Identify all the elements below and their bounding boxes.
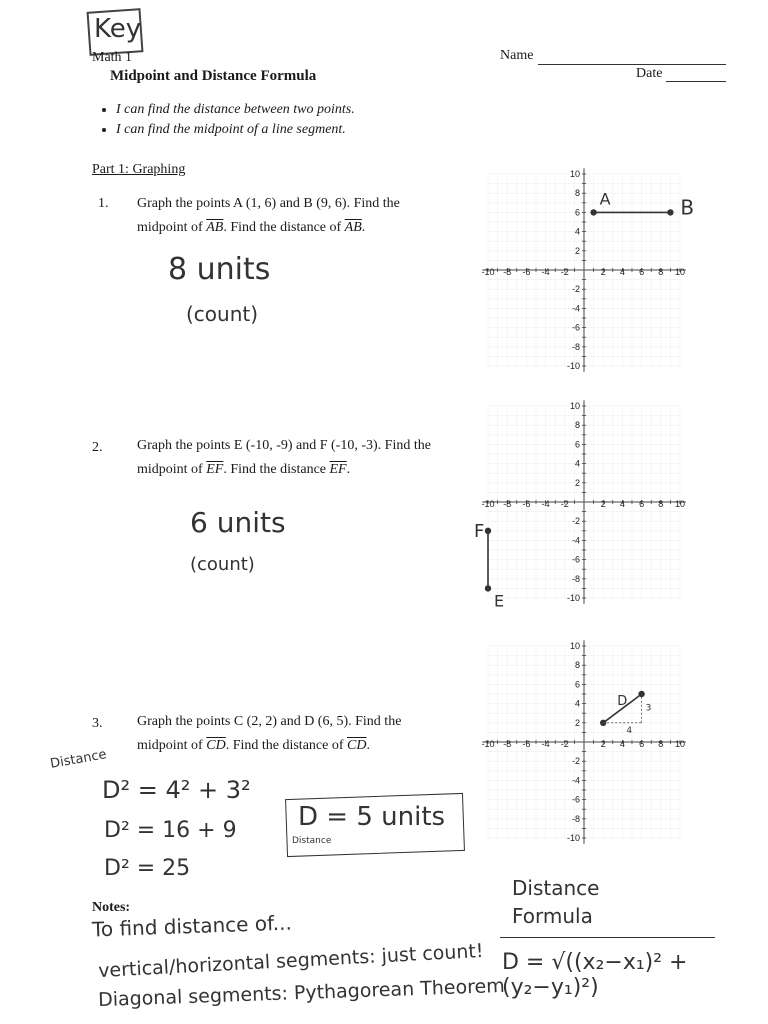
point-label: F [474, 520, 485, 542]
handwritten-work-line: D² = 25 [104, 856, 191, 881]
x-tick-label: -2 [560, 267, 569, 277]
point-label: E [494, 591, 505, 611]
date-label: Date [636, 66, 663, 81]
notes-label: Notes: [92, 900, 131, 915]
y-tick-label: -8 [571, 813, 580, 824]
x-tick-label: -2 [560, 499, 569, 509]
x-tick-label: -6 [522, 499, 531, 509]
coordinate-grid-3 [478, 630, 690, 850]
x-tick-label: -4 [541, 739, 550, 749]
x-tick-label: 4 [619, 499, 625, 509]
course-label: Math 1 [92, 50, 133, 65]
handwritten-work-line: D² = 16 + 9 [104, 818, 237, 843]
question-text-part: . [361, 220, 366, 235]
question-number: 3. [92, 716, 103, 731]
objective-item: • I can find the midpoint of a line segment. [116, 120, 355, 140]
y-tick-label: -8 [571, 573, 580, 584]
plotted-point [667, 209, 673, 215]
x-tick-label: 2 [600, 499, 606, 509]
objective-item: • I can find the distance between two points. [116, 100, 355, 120]
x-tick-label: 4 [619, 739, 625, 749]
coordinate-grid-1 [478, 158, 695, 378]
part-heading: Part 1: Graphing [92, 162, 186, 177]
objectives-list [96, 100, 355, 140]
y-tick-label: -6 [571, 322, 580, 333]
x-tick-label: 2 [600, 267, 606, 277]
formula-divider [500, 937, 715, 938]
x-tick-label: -8 [503, 499, 512, 509]
x-tick-label: -2 [560, 739, 569, 749]
plotted-point [485, 585, 491, 591]
y-tick-label: 2 [574, 245, 580, 256]
question-text-line: Graph the points C (2, 2) and D (6, 5). Find the [137, 714, 402, 729]
handwritten-note-line: Diagonal segments: Pythagorean Theorem [97, 974, 506, 1012]
y-tick-label: 10 [569, 169, 580, 179]
y-tick-label: -10 [566, 593, 580, 603]
formula-title: Distance [512, 876, 600, 900]
key-stamp-text: Key [94, 14, 142, 44]
question-text-part: . Find the distance [223, 462, 330, 477]
segment-label: $\overline{AB}$ [344, 220, 362, 235]
page-title: Midpoint and Distance Formula [110, 68, 317, 84]
plotted-point [590, 209, 596, 215]
formula-title: Formula [512, 904, 593, 928]
boxed-answer-sub: Distance [292, 836, 332, 846]
y-tick-label: -2 [571, 756, 580, 767]
y-tick-label: -2 [571, 284, 580, 295]
x-tick-label: 8 [658, 267, 664, 277]
plotted-point [485, 528, 491, 534]
y-tick-label: 10 [569, 401, 580, 411]
y-tick-label: -2 [571, 516, 580, 527]
handwritten-work-label: Distance [49, 747, 108, 772]
segment-label: $\overline{EF}$ [206, 462, 224, 477]
y-tick-label: -4 [571, 535, 580, 546]
y-tick-label: 8 [574, 188, 580, 199]
segment-label: $\overline{AB}$ [206, 220, 224, 235]
point-label: D [617, 693, 628, 709]
distance-formula: D = √((x₂−x₁)² + (y₂−y₁)²) [502, 950, 688, 1000]
question-text [137, 434, 477, 482]
x-tick-label: 10 [674, 739, 686, 749]
handwritten-note-line: vertical/horizontal segments: just count! [97, 939, 484, 983]
segment-label: $\overline{CD}$ [347, 738, 367, 753]
handwritten-note-line: To find distance of... [91, 910, 293, 942]
y-tick-label: -4 [571, 303, 580, 314]
name-field-line [538, 64, 726, 65]
y-tick-label: 6 [574, 439, 580, 450]
y-tick-label: -8 [571, 341, 580, 352]
handwritten-note: (count) [186, 302, 259, 326]
y-tick-label: -10 [566, 833, 580, 843]
x-tick-label: 8 [658, 739, 664, 749]
point-label: B [680, 195, 695, 220]
y-tick-label: 8 [574, 420, 580, 431]
x-tick-label: -8 [503, 739, 512, 749]
name-label: Name [500, 48, 534, 63]
x-tick-label: 10 [674, 267, 686, 277]
x-tick-label: -6 [522, 267, 531, 277]
y-tick-label: -4 [571, 775, 580, 786]
handwritten-answer: 6 units [190, 506, 286, 539]
y-tick-label: 6 [574, 207, 580, 218]
handwritten-work-line: D² = 4² + 3² [102, 776, 251, 804]
question-number: 1. [98, 196, 109, 211]
y-tick-label: 4 [574, 698, 580, 709]
y-tick-label: 10 [569, 641, 580, 651]
date-field-line [666, 81, 726, 82]
x-tick-label: -8 [503, 267, 512, 277]
x-tick-label: 6 [639, 267, 645, 277]
x-tick-label: -10 [481, 267, 495, 277]
question-text-part: midpoint of [137, 738, 207, 753]
x-tick-label: 10 [674, 499, 686, 509]
x-tick-label: 6 [639, 499, 645, 509]
y-tick-label: -6 [571, 554, 580, 565]
y-tick-label: 4 [574, 226, 580, 237]
x-tick-label: 2 [600, 739, 606, 749]
question-text-part: . Find the distance of [223, 220, 345, 235]
x-tick-label: -10 [481, 499, 495, 509]
x-tick-label: -6 [522, 739, 531, 749]
y-tick-label: 2 [574, 477, 580, 488]
x-tick-label: -10 [481, 739, 495, 749]
x-tick-label: -4 [541, 499, 550, 509]
y-tick-label: -10 [566, 361, 580, 371]
y-tick-label: 2 [574, 717, 580, 728]
segment-label: $\overline{CD}$ [206, 738, 226, 753]
question-text-part: . Find the distance of [225, 738, 347, 753]
coordinate-grid-2 [474, 390, 690, 611]
point-label: A [599, 189, 611, 209]
question-text-part: . [346, 462, 351, 477]
x-tick-label: 4 [619, 267, 625, 277]
y-tick-label: 8 [574, 660, 580, 671]
question-number: 2. [92, 440, 103, 455]
question-text [137, 710, 467, 758]
leg-label: 4 [626, 725, 633, 736]
x-tick-label: 8 [658, 499, 664, 509]
question-text-part: midpoint of [137, 220, 207, 235]
handwritten-note: (count) [190, 554, 255, 575]
y-tick-label: 6 [574, 679, 580, 690]
question-text-line: Graph the points A (1, 6) and B (9, 6). Find the [137, 196, 400, 211]
handwritten-answer: 8 units [168, 252, 271, 287]
y-tick-label: -6 [571, 794, 580, 805]
boxed-answer: D = 5 units [298, 802, 446, 832]
segment-label: $\overline{EF}$ [329, 462, 347, 477]
x-tick-label: -4 [541, 267, 550, 277]
question-text-part: . [366, 738, 370, 753]
question-text-part: midpoint of [137, 462, 207, 477]
question-text-line: Graph the points E (-10, -9) and F (-10, -3). Find the [137, 438, 431, 453]
question-text [137, 192, 467, 240]
leg-label: 3 [645, 703, 652, 714]
y-tick-label: 4 [574, 458, 580, 469]
x-tick-label: 6 [639, 739, 645, 749]
